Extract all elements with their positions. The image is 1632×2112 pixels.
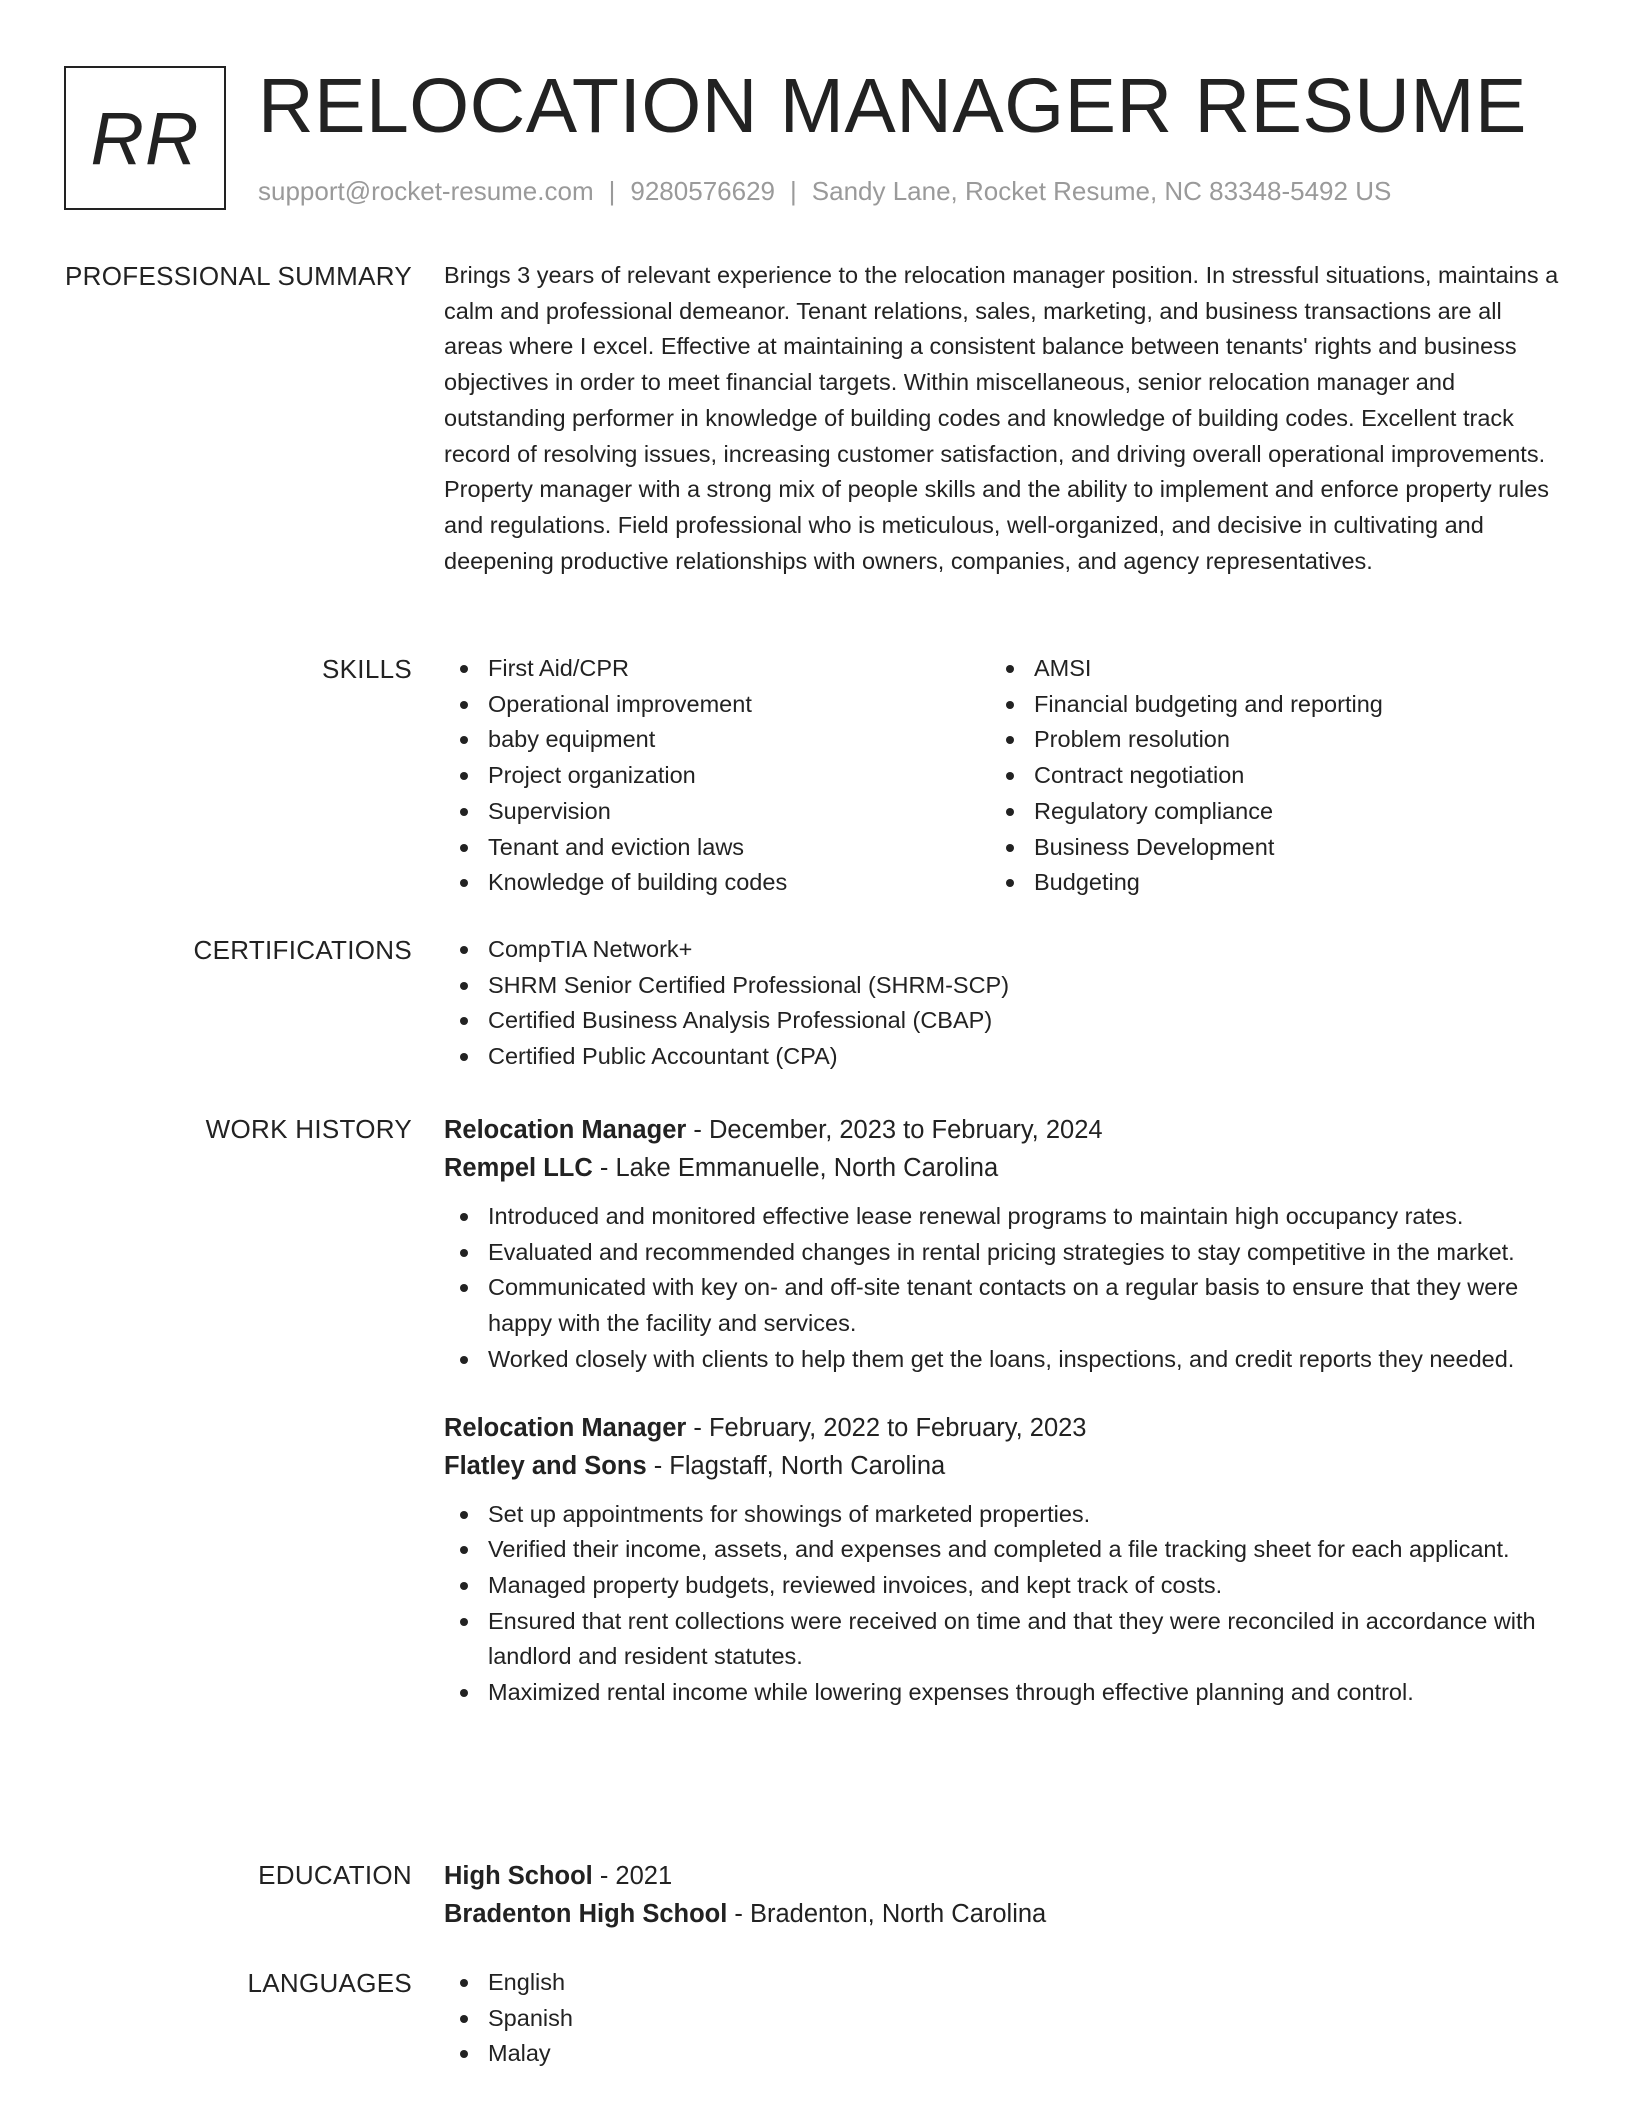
- job-entry: [444, 1111, 1562, 1378]
- contact-email[interactable]: support@rocket-resume.com: [258, 176, 594, 206]
- resume-header: [64, 63, 1564, 210]
- job-title: Relocation Manager: [444, 1116, 687, 1144]
- section-label-work-history: WORK HISTORY: [205, 1114, 412, 1144]
- section-label-certifications: CERTIFICATIONS: [193, 935, 412, 965]
- languages-list: [444, 1965, 1562, 2072]
- education-degree: High School: [444, 1862, 593, 1890]
- job-title-line: [444, 1111, 1562, 1149]
- skill-item: First Aid/CPR: [444, 651, 990, 687]
- section-label-skills: SKILLS: [322, 654, 412, 684]
- monogram-logo: RR: [64, 66, 226, 210]
- summary-text: Brings 3 years of relevant experience to the relocation manager position. In stressful situations, maintains a calm and professional demeanor. Tenant relations, sales, marketing, and business transactions are all areas where I excel. Effective at maintaining a consistent balance between tenants' rights and business objectives in order to meet financial targets. Within miscellaneous, senior relocation manager and outstanding performer in knowledge of building codes and knowledge of building codes. Excellent track record of resolving issues, increasing customer satisfaction, and driving overall operational improvements. Property manager with a strong mix of people skills and the ability to implement and enforce property rules and regulations. Field professional who is meticulous, well-organized, and decisive in cultivating and deepening productive relationships with owners, companies, and agency representatives.: [444, 262, 1559, 574]
- certification-item: Certified Public Accountant (CPA): [444, 1039, 1562, 1075]
- education-location: - Bradenton, North Carolina: [727, 1900, 1047, 1928]
- education-degree-line: [444, 1857, 1562, 1895]
- skill-item: Financial budgeting and reporting: [990, 687, 1536, 723]
- education-school-line: [444, 1895, 1562, 1933]
- contact-separator: |: [608, 176, 616, 206]
- certification-item: Certified Business Analysis Professional (CBAP): [444, 1003, 1562, 1039]
- job-company: Rempel LLC: [444, 1154, 593, 1182]
- skill-item: Problem resolution: [990, 722, 1536, 758]
- job-title: Relocation Manager: [444, 1413, 687, 1442]
- skill-item: Project organization: [444, 758, 990, 794]
- job-bullet: Ensured that rent collections were received on time and that they were reconciled in accordance with landlord and resident statutes.: [444, 1604, 1562, 1675]
- certifications-list: [444, 932, 1562, 1075]
- language-item: Malay: [444, 2036, 1562, 2072]
- skill-item: Supervision: [444, 794, 990, 830]
- skill-item: Knowledge of building codes: [444, 865, 990, 901]
- job-bullet: Evaluated and recommended changes in rental pricing strategies to stay competitive in the market.: [444, 1235, 1562, 1271]
- skill-item: Business Development: [990, 830, 1536, 866]
- job-location: - Flagstaff, North Carolina: [646, 1451, 946, 1480]
- job-dates: - February, 2022 to February, 2023: [686, 1413, 1087, 1442]
- job-bullet: Maximized rental income while lowering expenses through effective planning and control.: [444, 1675, 1562, 1711]
- job-bullet-list: [444, 1199, 1562, 1378]
- skill-item: Operational improvement: [444, 687, 990, 723]
- section-label-summary: PROFESSIONAL SUMMARY: [65, 261, 412, 291]
- job-title-line: [444, 1409, 1562, 1447]
- job-bullet: Communicated with key on- and off-site tenant contacts on a regular basis to ensure that they were happy with the facility and services.: [444, 1270, 1562, 1341]
- skills-columns: [444, 651, 1562, 901]
- education-year: - 2021: [592, 1862, 673, 1890]
- job-location: - Lake Emmanuelle, North Carolina: [592, 1154, 999, 1182]
- skill-item: AMSI: [990, 651, 1536, 687]
- job-company-line: [444, 1447, 1562, 1485]
- education-school: Bradenton High School: [444, 1900, 728, 1928]
- skills-list-right: [990, 651, 1536, 901]
- section-label-languages: LANGUAGES: [247, 1968, 412, 1998]
- contact-separator: |: [790, 176, 797, 206]
- skill-item: Regulatory compliance: [990, 794, 1536, 830]
- job-bullet: Worked closely with clients to help them get the loans, inspections, and credit reports they needed.: [444, 1342, 1562, 1378]
- certification-item: CompTIA Network+: [444, 932, 1562, 968]
- contact-address: Sandy Lane, Rocket Resume, NC 83348-5492 US: [811, 176, 1392, 206]
- job-bullet: Verified their income, assets, and expenses and completed a file tracking sheet for each applicant.: [444, 1532, 1562, 1568]
- certification-item: SHRM Senior Certified Professional (SHRM-SCP): [444, 968, 1562, 1004]
- job-entry: [444, 1409, 1562, 1711]
- skills-list-left: [444, 651, 990, 901]
- job-bullet-list: [444, 1497, 1562, 1711]
- job-bullet: Set up appointments for showings of marketed properties.: [444, 1497, 1562, 1533]
- section-label-education: EDUCATION: [258, 1860, 412, 1890]
- skill-item: Tenant and eviction laws: [444, 830, 990, 866]
- job-dates: - December, 2023 to February, 2024: [686, 1116, 1103, 1144]
- job-company: Flatley and Sons: [444, 1451, 647, 1480]
- job-bullet: Introduced and monitored effective lease renewal programs to maintain high occupancy rates.: [444, 1199, 1562, 1235]
- language-item: Spanish: [444, 2001, 1562, 2037]
- skill-item: Budgeting: [990, 865, 1536, 901]
- language-item: English: [444, 1965, 1562, 2001]
- job-company-line: [444, 1149, 1562, 1187]
- contact-phone[interactable]: 9280576629: [630, 176, 775, 206]
- job-bullet: Managed property budgets, reviewed invoices, and kept track of costs.: [444, 1568, 1562, 1604]
- skill-item: baby equipment: [444, 722, 990, 758]
- skill-item: Contract negotiation: [990, 758, 1536, 794]
- contact-line: [258, 176, 1391, 207]
- page-title: RELOCATION MANAGER RESUME: [258, 63, 1527, 149]
